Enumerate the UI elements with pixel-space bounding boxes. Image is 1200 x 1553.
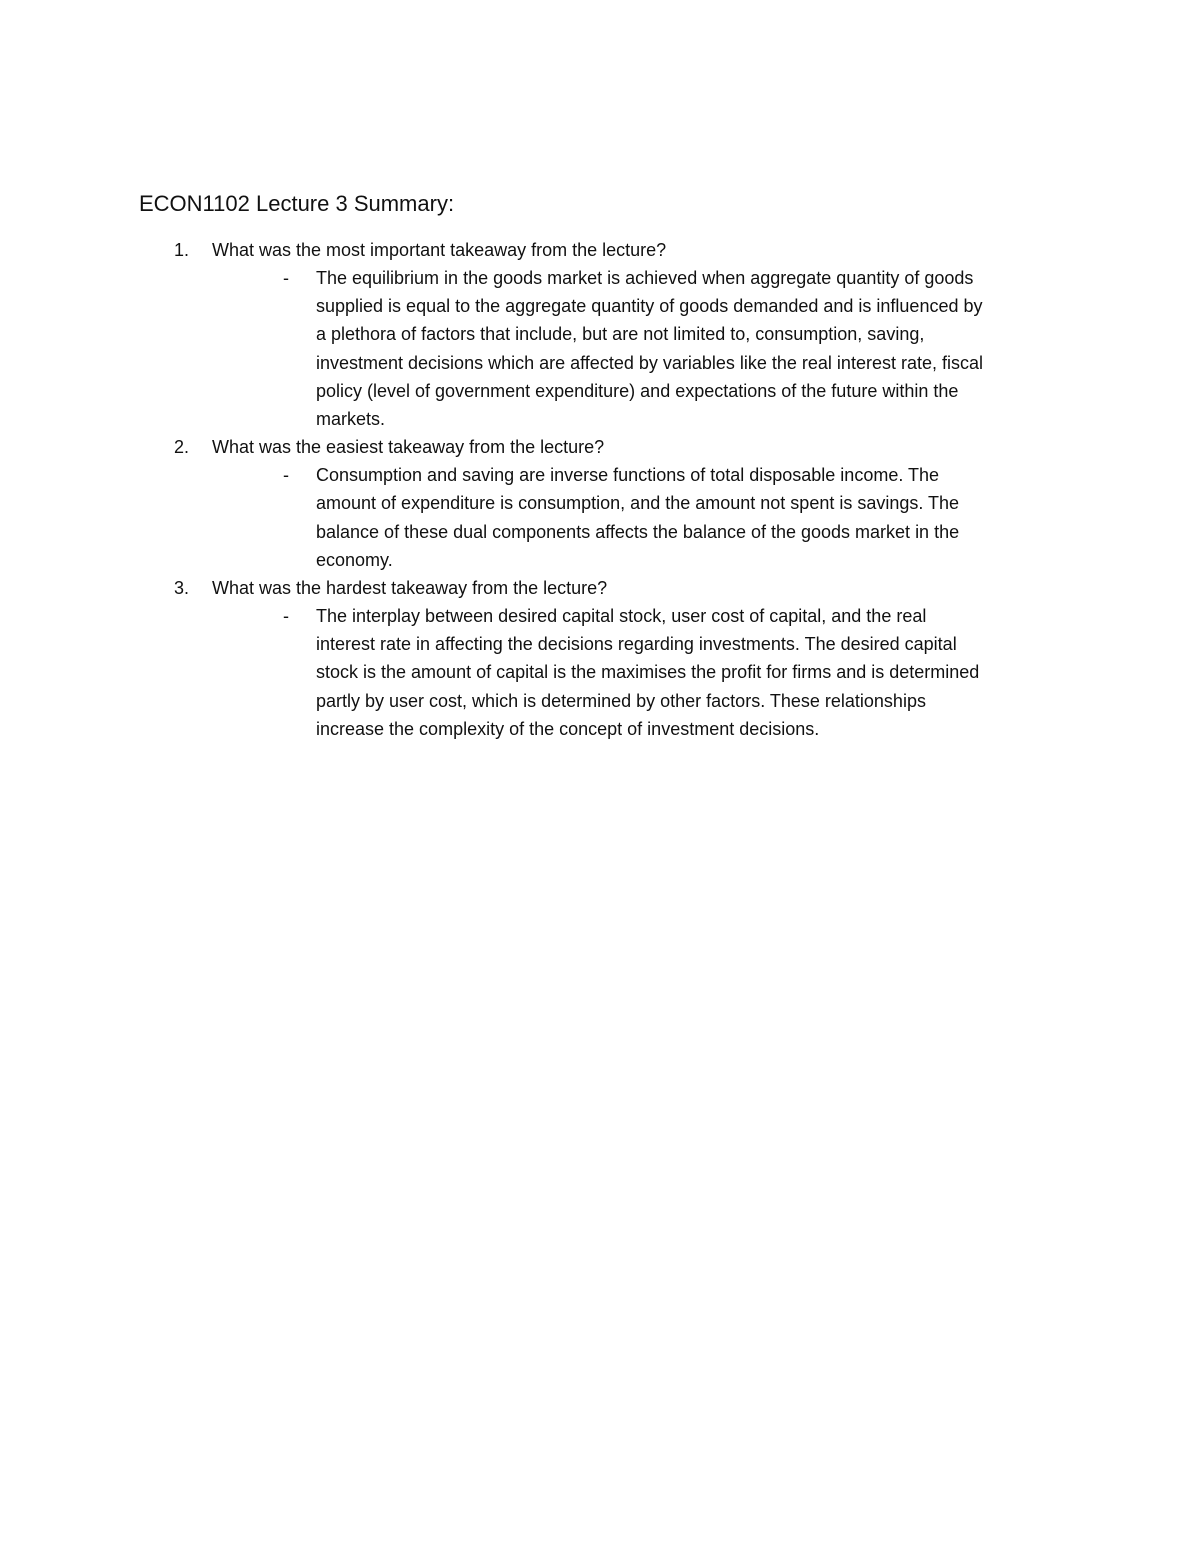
answer-line: investment decisions which are affected by variables like the real interest rate, fiscal	[316, 352, 983, 373]
answer-line: policy (level of government expenditure) and expectations of the future within the	[316, 380, 959, 401]
answer-line: Consumption and saving are inverse functions of total disposable income. The	[316, 465, 940, 486]
answer-text	[316, 602, 1056, 743]
question-item	[0, 433, 1200, 574]
answer-line: supplied is equal to the aggregate quantity of goods demanded and is influenced by	[316, 296, 983, 317]
question-row	[0, 574, 1200, 602]
question-text: What was the hardest takeaway from the lecture?	[212, 578, 608, 599]
answer-line: stock is the amount of capital is the maximises the profit for firms and is determined	[316, 662, 980, 683]
answer-text	[316, 264, 1056, 433]
answer-line: amount of expenditure is consumption, and the amount not spent is savings. The	[316, 493, 960, 514]
answer-block	[0, 461, 1200, 574]
question-text: What was the easiest takeaway from the lecture?	[212, 437, 605, 458]
question-item	[0, 574, 1200, 743]
question-list	[0, 236, 1200, 743]
answer-line: economy.	[316, 549, 393, 570]
answer-line: interest rate in affecting the decisions regarding investments. The desired capital	[316, 634, 957, 655]
answer-text	[316, 461, 1056, 574]
answer-line: partly by user cost, which is determined by other factors. These relationships	[316, 690, 926, 711]
answer-line: The interplay between desired capital stock, user cost of capital, and the real	[316, 606, 927, 627]
answer-line: balance of these dual components affects the balance of the goods market in the	[316, 521, 960, 542]
answer-line: The equilibrium in the goods market is achieved when aggregate quantity of goods	[316, 268, 974, 288]
page-title: ECON1102 Lecture 3 Summary:	[139, 191, 455, 216]
answer-bullet: -	[283, 465, 289, 486]
answer-line: a plethora of factors that include, but are not limited to, consumption, saving,	[316, 324, 925, 345]
answer-bullet: -	[283, 268, 289, 288]
answer-bullet: -	[283, 606, 289, 627]
answer-block	[0, 602, 1200, 743]
question-row	[0, 236, 1200, 264]
question-number: 3.	[174, 578, 190, 599]
question-number: 1.	[174, 240, 190, 260]
answer-line: increase the complexity of the concept of investment decisions.	[316, 718, 820, 739]
answer-block	[0, 264, 1200, 433]
question-number: 2.	[174, 437, 190, 458]
question-item	[0, 236, 1200, 433]
question-text: What was the most important takeaway from the lecture?	[212, 240, 667, 260]
question-row	[0, 433, 1200, 461]
answer-line: markets.	[316, 409, 386, 430]
